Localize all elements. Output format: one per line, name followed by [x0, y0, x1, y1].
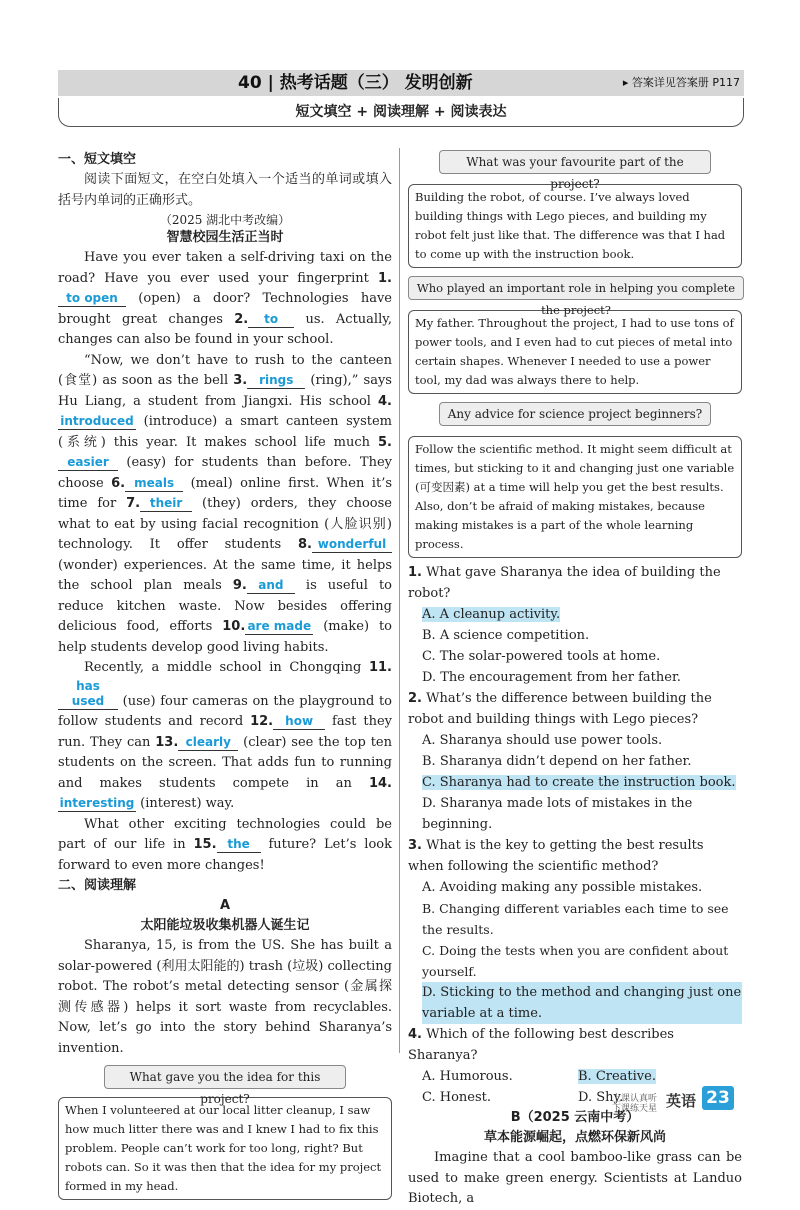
option-4a[interactable]: A. Humorous.	[422, 1069, 513, 1084]
footer-slogan: 上课认真听 下课练天星	[612, 1094, 658, 1114]
blank-15[interactable]: the	[217, 837, 261, 853]
blank-6[interactable]: meals	[125, 476, 183, 492]
blank-7[interactable]: their	[140, 496, 192, 512]
option-1c[interactable]: C. The solar-powered tools at home.	[422, 649, 661, 664]
left-column	[58, 150, 392, 1200]
option-1b[interactable]: B. A science competition.	[422, 628, 590, 643]
blank-11[interactable]: has used	[58, 679, 118, 710]
blank-12[interactable]: how	[273, 714, 325, 730]
interview-question-3: Who played an important role in helping you complete the project?	[408, 276, 744, 300]
mcq-3: 3. What is the key to getting the best results when following the scientific method? A. Avoiding making any possible mistakes. B. Changing different variables each time to see the results. C. Doing the tests when you are confident about yourself. D. Sticking to the method and changing just one variable at a time.	[408, 835, 742, 1024]
interview-answer-3: My father. Throughout the project, I had to use tons of power tools, and I even had to cut pieces of metal into certain shapes. Whenever I needed to use a power tool, my dad was always there to help.	[408, 310, 742, 394]
option-3a[interactable]: A. Avoiding making any possible mistakes.	[422, 880, 703, 895]
mcq-2: 2. What’s the difference between building the robot and building things with Lego pieces? A. Sharanya should use power tools. B. Sharanya didn’t depend on her father. C. Sharanya had to create the instruction book. D. Sharanya made lots of mistakes in the beginning.	[408, 688, 742, 835]
part-a-intro: Sharanya, 15, is from the US. She has built a solar-powered (利用太阳能的) trash (垃圾) collecting robot. The robot’s metal detecting sensor (金属探测传感器) helps it sort waste from recyclables. Now, let’s go into the story behind Sharanya’s invention.	[58, 938, 392, 1056]
option-2d[interactable]: D. Sharanya made lots of mistakes in the beginning.	[422, 796, 693, 832]
footer-subject: 英语	[666, 1092, 697, 1110]
right-column	[408, 150, 742, 1210]
option-3c[interactable]: C. Doing the tests when you are confident about yourself.	[422, 943, 729, 979]
passage-title: 智慧校园生活正当时	[166, 230, 284, 245]
column-divider	[399, 148, 400, 1053]
interview-question-2: What was your favourite part of the project?	[439, 150, 711, 174]
interview-answer-4: Follow the scientific method. It might seem difficult at times, but sticking to it and changing just one variable (可变因素) at a time will help you get the best results. Also, don’t be afraid of making mistakes, because making mistakes is a part of the whole learning process.	[408, 436, 742, 558]
source-note: （2025 湖北中考改编）	[159, 213, 291, 227]
part-b-intro: Imagine that a cool bamboo-like grass can be used to make green energy. Scientists at Landuo Biotech, a	[408, 1150, 742, 1206]
interview-answer-1: When I volunteered at our local litter cleanup, I saw how much litter there was and I knew I had to fix this problem. People can’t work for too long, right? But robots can. So it was then that the idea for my project formed in my head.	[58, 1097, 392, 1200]
option-1a[interactable]: A. A cleanup activity.	[422, 607, 561, 622]
mcq-4: 4. Which of the following best describes Sharanya? A. Humorous. B. Creative. C. Honest. D. Shy.	[408, 1024, 742, 1108]
mcq-1: 1. What gave Sharanya the idea of building the robot? A. A cleanup activity. B. A science competition. C. The solar-powered tools at home. D. The encouragement from her father.	[408, 562, 742, 688]
option-4b[interactable]: B. Creative.	[578, 1069, 656, 1084]
blank-5[interactable]: easier	[58, 455, 118, 471]
part-b-title: 草本能源崛起，点燃环保新风尚	[483, 1130, 666, 1145]
option-1d[interactable]: D. The encouragement from her father.	[422, 670, 681, 685]
blank-1[interactable]: to open	[58, 291, 126, 307]
interview-answer-2: Building the robot, of course. I’ve always loved building things with Lego pieces, and building my robot felt just like that. The difference was that I had to come up with the instruction book.	[408, 184, 742, 268]
instructions: 阅读下面短文，在空白处填入一个适当的单词或填入括号内单词的正确形式。	[58, 172, 392, 208]
paragraph-3: Recently, a middle school in Chongqing 11.has used (use) four cameras on the playground to follow students and record 12. how fast they run. They can 13. clearly (clear) see the top ten students on the screen. That adds fun to running and makes students compete in an 14.interesting (interest) way.	[58, 660, 393, 811]
blank-3[interactable]: rings	[247, 373, 305, 389]
blank-9[interactable]: and	[247, 578, 295, 594]
section-subtitle: 短文填空 + 阅读理解 + 阅读表达	[58, 98, 744, 127]
option-3d[interactable]: D. Sticking to the method and changing just one variable at a time.	[422, 982, 742, 1024]
blank-2[interactable]: to	[248, 312, 294, 328]
answer-reference: ▸ 答案详见答案册 P117	[622, 76, 740, 89]
blank-4[interactable]: introduced	[58, 414, 136, 430]
blank-8[interactable]: wonderful	[312, 537, 392, 553]
blank-10[interactable]: are made	[245, 619, 313, 635]
part-a-title: 太阳能垃圾收集机器人诞生记	[140, 918, 310, 933]
section-1-heading: 一、短文填空	[58, 152, 137, 167]
option-2a[interactable]: A. Sharanya should use power tools.	[422, 733, 663, 748]
interview-question-1: What gave you the idea for this project?	[104, 1065, 346, 1089]
interview-question-4: Any advice for science project beginners?	[439, 402, 711, 426]
section-2-heading: 二、阅读理解	[58, 878, 137, 893]
option-2b[interactable]: B. Sharanya didn’t depend on her father.	[422, 754, 692, 769]
part-b-label: B（2025 云南中考）	[510, 1110, 640, 1125]
page-number: 23	[702, 1086, 734, 1110]
page-title: 40 | 热考话题（三） 发明创新	[238, 73, 473, 93]
part-a-label: A	[219, 898, 231, 913]
paragraph-2: “Now, we don’t have to rush to the canteen (食堂) as soon as the bell 3. rings (ring),” says Hu Liang, a student from Jiangxi. His school 4.introduced (introduce) a smart canteen system (系统) this year. It makes school life much 5.easier (easy) for students than before. They choose 6. meals (meal) online first. When it’s time for 7. their (they) orders, they choose what to eat by using facial recognition (人脸识别) technology. It offer students 8. wonderful (wonder) experiences. At the same time, it helps the school plan meals 9. and is useful to reduce kitchen waste. Now besides offering delicious food, efforts 10. are made (make) to help students develop good living habits.	[58, 352, 393, 655]
blank-13[interactable]: clearly	[178, 735, 238, 751]
option-2c[interactable]: C. Sharanya had to create the instruction book.	[422, 775, 736, 790]
option-4d[interactable]: D. Shy.	[578, 1090, 624, 1105]
option-3b[interactable]: B. Changing different variables each time to see the results.	[422, 901, 729, 937]
paragraph-4: What other exciting technologies could be part of our life in 15. the future? Let’s look forward to even more changes!	[58, 816, 392, 873]
blank-14[interactable]: interesting	[59, 796, 135, 810]
paragraph-1: Have you ever taken a self-driving taxi on the road? Have you ever used your fingerprint 1.to open (open) a door? Technologies have brought great changes 2. to us. Actually, changes can also be found in your school.	[58, 250, 393, 347]
option-4c[interactable]: C. Honest.	[422, 1090, 492, 1105]
